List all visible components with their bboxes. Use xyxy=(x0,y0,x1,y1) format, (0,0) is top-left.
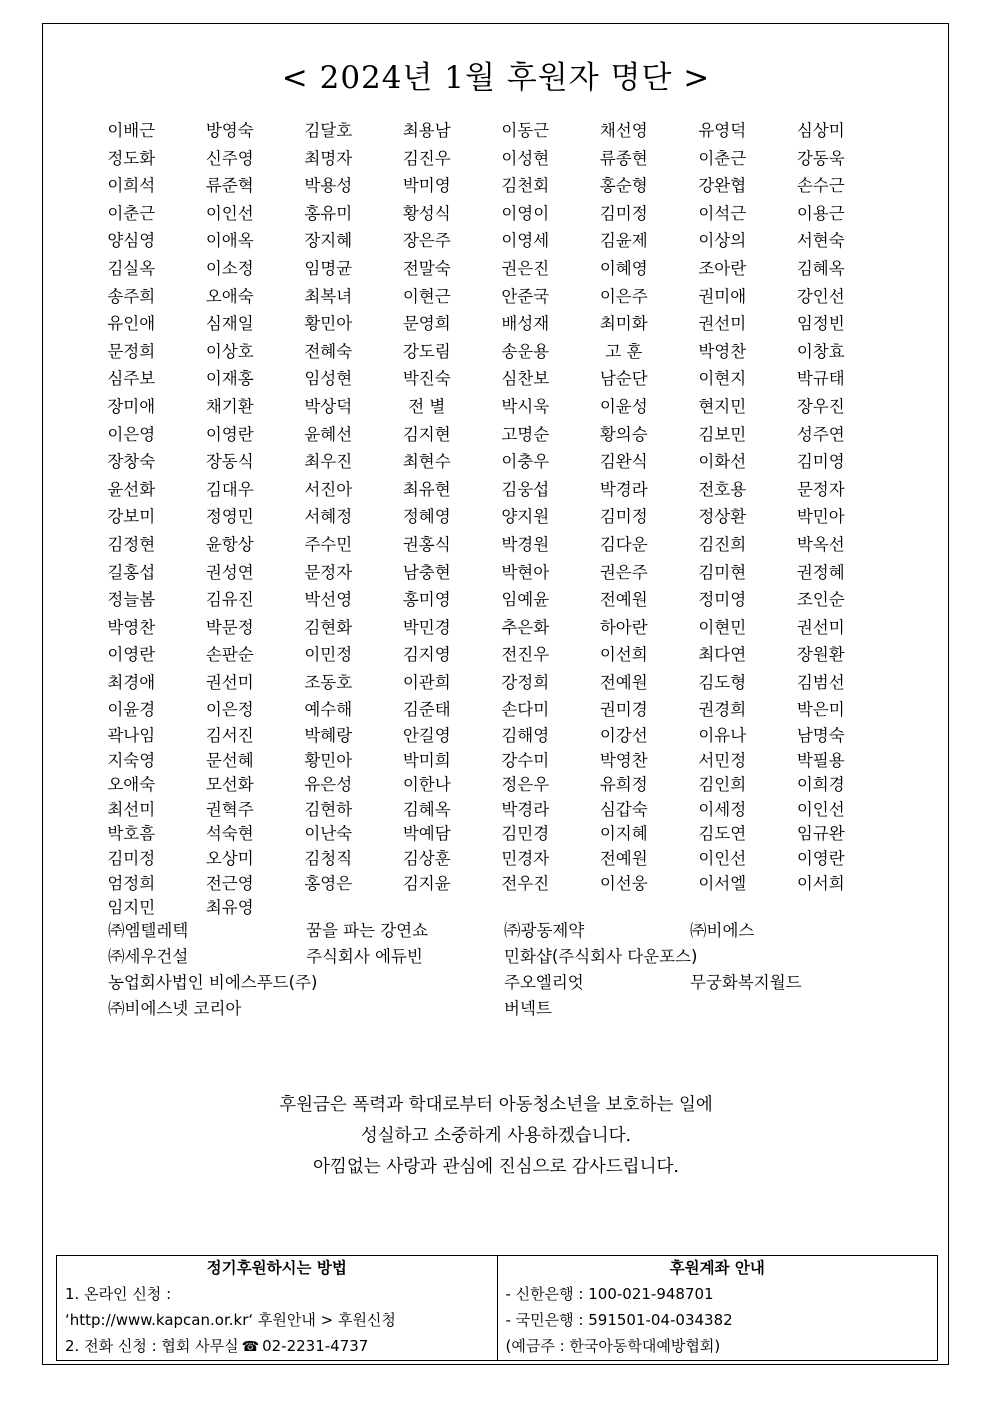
donor-name: 김도연 xyxy=(698,824,747,844)
donor-name: 박용성 xyxy=(304,176,353,196)
donor-name: 정늘봄 xyxy=(107,590,156,610)
closing-line-1: 후원금은 폭력과 학대로부터 아동청소년을 보호하는 일에 xyxy=(279,1095,713,1115)
donor-name: 곽나임 xyxy=(107,726,156,746)
donor-name: 김대우 xyxy=(205,479,254,499)
donor-name: 김실옥 xyxy=(107,258,156,278)
donor-name: 임예윤 xyxy=(501,590,550,610)
donor-name: 문정자 xyxy=(304,562,353,582)
donor-name: 이희경 xyxy=(796,775,845,795)
donor-name: 김민경 xyxy=(501,824,550,844)
donor-name: 이선희 xyxy=(599,645,648,665)
donor-name: 김미영 xyxy=(796,452,845,472)
donor-name: 임규완 xyxy=(796,824,845,844)
regular-donation-heading: 정기후원하시는 방법 xyxy=(206,1259,347,1277)
donor-name: 최선미 xyxy=(107,799,156,819)
donor-name: 권성연 xyxy=(205,562,254,582)
donor-name: 권경희 xyxy=(698,700,747,720)
donor-name-list xyxy=(82,117,922,921)
donor-name: 최미화 xyxy=(599,314,648,334)
donor-name: 박영찬 xyxy=(107,617,156,637)
shinhan-account: - 신한은행 : 100-021-948701 xyxy=(505,1285,714,1303)
donor-name: 박미희 xyxy=(402,750,451,770)
donor-name: 장동식 xyxy=(205,452,254,472)
donor-name: 고명순 xyxy=(501,424,550,444)
donor-name: 민경자 xyxy=(501,849,550,869)
donor-name: 채기환 xyxy=(205,396,254,416)
online-apply-label: 1. 온라인 신청 : xyxy=(65,1285,172,1303)
donor-name: 박은미 xyxy=(796,700,845,720)
donor-name: 이상의 xyxy=(698,231,747,251)
donor-name: 최유영 xyxy=(205,898,254,918)
donor-name: 김미정 xyxy=(599,507,648,527)
donor-name: 정영민 xyxy=(205,507,254,527)
donor-name: 강인선 xyxy=(796,286,845,306)
donor-name: 박미영 xyxy=(402,176,451,196)
donor-name: 윤선화 xyxy=(107,479,156,499)
donor-name: 이춘근 xyxy=(107,203,156,223)
donor-name: 이지혜 xyxy=(599,824,648,844)
donor-name: 김웅섭 xyxy=(501,479,550,499)
donor-name: 이영란 xyxy=(205,424,254,444)
donor-name: 최경애 xyxy=(107,672,156,692)
donor-name: 손다미 xyxy=(501,700,550,720)
donor-name: 남충현 xyxy=(402,562,451,582)
donor-name: 안준국 xyxy=(501,286,550,306)
donor-name: 강동욱 xyxy=(796,148,845,168)
donor-name: 전 별 xyxy=(408,396,446,416)
donor-name: 전호용 xyxy=(698,479,747,499)
donor-name: 이인선 xyxy=(796,799,845,819)
donor-name: 박영찬 xyxy=(599,750,648,770)
donor-name: 김미정 xyxy=(599,203,648,223)
donor-name: 유인애 xyxy=(107,314,156,334)
donor-name: 임성현 xyxy=(304,369,353,389)
donor-name: 손수근 xyxy=(796,176,845,196)
donor-name: 전예원 xyxy=(599,849,648,869)
donor-name: 이영세 xyxy=(501,231,550,251)
donor-name: 권은주 xyxy=(599,562,648,582)
donor-name: 김진우 xyxy=(402,148,451,168)
donor-name: 이강선 xyxy=(599,726,648,746)
donor-name: 이용근 xyxy=(796,203,845,223)
donor-name: 심주보 xyxy=(107,369,156,389)
regular-donation-column xyxy=(57,1256,497,1360)
donor-name: 문정희 xyxy=(107,341,156,361)
donor-name: 이관희 xyxy=(402,672,451,692)
donor-name: 이영이 xyxy=(501,203,550,223)
donor-name: 문정자 xyxy=(796,479,845,499)
company-donor: ㈜비에스 xyxy=(690,921,755,940)
donor-name: 최용남 xyxy=(402,121,451,140)
donation-info-table xyxy=(56,1255,938,1361)
kookmin-account: - 국민은행 : 591501-04-034382 xyxy=(505,1311,733,1329)
donor-name: 권정혜 xyxy=(796,562,845,582)
donor-name: 전근영 xyxy=(205,873,254,893)
donor-name: 석숙현 xyxy=(205,824,254,844)
donor-name: 고 훈 xyxy=(605,341,643,361)
donor-name: 박경라 xyxy=(501,799,550,819)
company-donor: 버넥트 xyxy=(504,999,552,1018)
donor-name: 이소정 xyxy=(205,258,254,278)
donor-name: 권미경 xyxy=(599,700,648,720)
company-donor: ㈜광동제약 xyxy=(504,921,585,940)
donor-name: 문선혜 xyxy=(205,750,254,770)
donor-name: 현지민 xyxy=(698,396,747,416)
donor-name: 전예원 xyxy=(599,590,648,610)
donor-name: 지숙영 xyxy=(107,750,156,770)
donor-name: 김보민 xyxy=(698,424,747,444)
donor-name: 윤항상 xyxy=(205,534,254,554)
donor-name: 권미애 xyxy=(698,286,747,306)
donor-name: 강수미 xyxy=(501,750,550,770)
donor-name: 김혜옥 xyxy=(402,799,451,819)
donor-name: 서민정 xyxy=(698,750,747,770)
donor-name: 윤혜선 xyxy=(304,424,353,444)
donor-name: 김천회 xyxy=(501,176,550,196)
donor-name: 김미현 xyxy=(698,562,747,582)
company-donor: ㈜비에스넷 코리아 xyxy=(108,999,242,1018)
donor-name: 김지영 xyxy=(402,645,451,665)
donor-name: 오애숙 xyxy=(107,775,156,795)
donor-name: 김미정 xyxy=(107,849,156,869)
donor-name: 신주영 xyxy=(205,148,254,168)
donor-name: 조아란 xyxy=(698,258,747,278)
donor-name: 박경원 xyxy=(501,534,550,554)
donor-name: 양심영 xyxy=(107,231,156,251)
donor-name: 김현화 xyxy=(304,617,353,637)
donor-name: 오애숙 xyxy=(205,286,254,306)
donor-name: 김해영 xyxy=(501,726,550,746)
donor-name: 최유현 xyxy=(402,479,451,499)
donor-name: 권선미 xyxy=(796,617,845,637)
donor-name: 유희정 xyxy=(599,775,648,795)
donor-name: 안길영 xyxy=(402,726,451,746)
donor-name: 최현수 xyxy=(402,452,451,472)
donor-name: 황민아 xyxy=(304,750,353,770)
donor-name: 김서진 xyxy=(205,726,254,746)
donor-name: 강보미 xyxy=(107,507,156,527)
donor-name: 이화선 xyxy=(698,452,747,472)
company-empty-cell xyxy=(306,996,504,1022)
donor-name: 손판순 xyxy=(205,645,254,665)
donor-name: 강완협 xyxy=(698,176,747,196)
donation-account-column xyxy=(497,1256,938,1360)
donor-name: 박필용 xyxy=(796,750,845,770)
donor-name: 장창숙 xyxy=(107,452,156,472)
donor-name: 심찬보 xyxy=(501,369,550,389)
donor-name: 성주연 xyxy=(796,424,845,444)
donor-name: 이충우 xyxy=(501,452,550,472)
donor-name: 이인선 xyxy=(205,203,254,223)
donor-name: 박경라 xyxy=(599,479,648,499)
donor-name: 홍순형 xyxy=(599,176,648,196)
donor-name: 황성식 xyxy=(402,203,451,223)
company-donor: 무궁화복지월드 xyxy=(690,973,802,992)
donor-name: 장미애 xyxy=(107,396,156,416)
donor-name: 이동근 xyxy=(501,121,550,140)
donor-name: 류종현 xyxy=(599,148,648,168)
donor-name: 이세정 xyxy=(698,799,747,819)
donor-name: 전혜숙 xyxy=(304,341,353,361)
donor-name: 이윤성 xyxy=(599,396,648,416)
donor-name: 이인선 xyxy=(698,849,747,869)
donor-name: 정은우 xyxy=(501,775,550,795)
donor-name: 문영희 xyxy=(402,314,451,334)
donor-name: 김현하 xyxy=(304,799,353,819)
donor-name: 길홍섭 xyxy=(107,562,156,582)
donor-name: 이은주 xyxy=(599,286,648,306)
donor-name: 최복녀 xyxy=(304,286,353,306)
donor-name: 오상미 xyxy=(205,849,254,869)
donor-name: 전예원 xyxy=(599,672,648,692)
donation-account-heading: 후원계좌 안내 xyxy=(669,1259,765,1277)
donor-name: 홍유미 xyxy=(304,203,353,223)
donor-name: 권은진 xyxy=(501,258,550,278)
company-empty-cell xyxy=(690,944,888,970)
donor-name: 장원환 xyxy=(796,645,845,665)
closing-message xyxy=(0,1090,992,1183)
donor-name: 채선영 xyxy=(599,121,648,140)
donor-name: 이현지 xyxy=(698,369,747,389)
donor-name: 최다연 xyxy=(698,645,747,665)
donor-name: 김도형 xyxy=(698,672,747,692)
donor-name: 전우진 xyxy=(501,873,550,893)
donor-name: 전말숙 xyxy=(402,258,451,278)
donor-name: 박민아 xyxy=(796,507,845,527)
donor-name: 김혜옥 xyxy=(796,258,845,278)
donor-name: 정도화 xyxy=(107,148,156,168)
donor-name: 모선화 xyxy=(205,775,254,795)
donor-name: 김상훈 xyxy=(402,849,451,869)
online-apply-url[interactable]: ‘http://www.kapcan.or.kr‘ 후원안내 > 후원신청 xyxy=(65,1311,396,1329)
company-donor: 주오엘리엇 xyxy=(504,973,584,992)
donor-name: 심재일 xyxy=(205,314,254,334)
donor-name: 이서엘 xyxy=(698,873,747,893)
company-donor: 민화샵(주식회사 다운포스) xyxy=(504,947,698,966)
closing-line-2: 성실하고 소중하게 사용하겠습니다. xyxy=(360,1126,632,1146)
donor-name: 권혁주 xyxy=(205,799,254,819)
donor-name: 이상호 xyxy=(205,341,254,361)
company-donor: 주식회사 에듀빈 xyxy=(306,947,423,966)
donor-name: 황의승 xyxy=(599,424,648,444)
donor-name: 장지혜 xyxy=(304,231,353,251)
donor-name: 엄정희 xyxy=(107,873,156,893)
donor-name: 이희석 xyxy=(107,176,156,196)
donor-name: 추은화 xyxy=(501,617,550,637)
donor-name: 권홍식 xyxy=(402,534,451,554)
donor-name: 정혜영 xyxy=(402,507,451,527)
donor-name: 심상미 xyxy=(796,121,845,140)
donor-name: 강정희 xyxy=(501,672,550,692)
donor-name: 박영찬 xyxy=(698,341,747,361)
donor-name: 김진희 xyxy=(698,534,747,554)
donor-name: 남순단 xyxy=(599,369,648,389)
company-donor: ㈜세우건설 xyxy=(108,947,189,966)
donor-name: 이민정 xyxy=(304,645,353,665)
donor-name: 송운용 xyxy=(501,341,550,361)
donor-name: 장은주 xyxy=(402,231,451,251)
donor-name: 김범선 xyxy=(796,672,845,692)
donor-name: 이영란 xyxy=(107,645,156,665)
donor-name: 김준태 xyxy=(402,700,451,720)
phone-apply-line xyxy=(65,1333,489,1359)
phone-icon: ☎ xyxy=(241,1339,260,1355)
donor-name: 이서희 xyxy=(796,873,845,893)
donor-name: 박옥선 xyxy=(796,534,845,554)
donor-name: 심갑숙 xyxy=(599,799,648,819)
donor-name: 장우진 xyxy=(796,396,845,416)
donor-name: 박시욱 xyxy=(501,396,550,416)
donor-name: 이윤경 xyxy=(107,700,156,720)
donor-name: 전진우 xyxy=(501,645,550,665)
donor-name: 이선웅 xyxy=(599,873,648,893)
donor-name: 하아란 xyxy=(599,617,648,637)
donor-name: 박현아 xyxy=(501,562,550,582)
donor-name: 박진숙 xyxy=(402,369,451,389)
page-title: < 2024년 1월 후원자 명단 > xyxy=(281,60,711,96)
donor-name: 이애옥 xyxy=(205,231,254,251)
donor-name: 김완식 xyxy=(599,452,648,472)
donor-name: 박민경 xyxy=(402,617,451,637)
donor-name: 이혜영 xyxy=(599,258,648,278)
phone-apply-label: 2. 전화 신청 : 협회 사무실 xyxy=(65,1337,239,1355)
company-donor-list xyxy=(108,918,888,1022)
donor-name: 류준혁 xyxy=(205,176,254,196)
donor-name: 박문정 xyxy=(205,617,254,637)
donor-name: 최명자 xyxy=(304,148,353,168)
company-donor: ㈜엠텔레텍 xyxy=(108,921,189,940)
donor-name: 서진아 xyxy=(304,479,353,499)
donor-name: 정미영 xyxy=(698,590,747,610)
donor-name: 김윤제 xyxy=(599,231,648,251)
donor-name: 박호흠 xyxy=(107,824,156,844)
donor-name: 유은성 xyxy=(304,775,353,795)
phone-number[interactable]: 02-2231-4737 xyxy=(262,1337,369,1355)
donor-name: 송주희 xyxy=(107,286,156,306)
donor-name: 주수민 xyxy=(304,534,353,554)
donor-name: 이유나 xyxy=(698,726,747,746)
donor-name: 김다운 xyxy=(599,534,648,554)
donor-name: 유영덕 xyxy=(698,121,747,140)
donor-name: 홍영은 xyxy=(304,873,353,893)
donor-name: 최우진 xyxy=(304,452,353,472)
donor-name: 이은영 xyxy=(107,424,156,444)
donor-name: 박규태 xyxy=(796,369,845,389)
donor-name: 박선영 xyxy=(304,590,353,610)
donor-name: 조동호 xyxy=(304,672,353,692)
donor-name: 권선미 xyxy=(698,314,747,334)
donor-name: 강도림 xyxy=(402,341,451,361)
donor-name: 남명숙 xyxy=(796,726,845,746)
donor-name: 황민아 xyxy=(304,314,353,334)
donor-name: 이배근 xyxy=(107,121,156,140)
company-empty-cell xyxy=(690,996,888,1022)
donor-name: 이현근 xyxy=(402,286,451,306)
donor-name: 박상덕 xyxy=(304,396,353,416)
donor-name: 이석근 xyxy=(698,203,747,223)
donor-name: 이창효 xyxy=(796,341,845,361)
donor-name: 이재홍 xyxy=(205,369,254,389)
donor-name: 홍미영 xyxy=(402,590,451,610)
donor-name: 김정현 xyxy=(107,534,156,554)
donor-name: 김인희 xyxy=(698,775,747,795)
donor-name: 이현민 xyxy=(698,617,747,637)
donor-name: 김지현 xyxy=(402,424,451,444)
donor-name: 이영란 xyxy=(796,849,845,869)
donor-name: 양지원 xyxy=(501,507,550,527)
donor-name: 김유진 xyxy=(205,590,254,610)
closing-line-3: 아낌없는 사랑과 관심에 진심으로 감사드립니다. xyxy=(313,1157,679,1177)
donor-name: 서혜정 xyxy=(304,507,353,527)
account-holder: (예금주 : 한국아동학대예방협회) xyxy=(505,1337,721,1355)
donor-name: 박혜랑 xyxy=(304,726,353,746)
donor-name: 임지민 xyxy=(107,898,156,918)
donor-name: 임정빈 xyxy=(796,314,845,334)
donor-name: 예수해 xyxy=(304,700,353,720)
donor-name: 이은정 xyxy=(205,700,254,720)
company-donor: 농업회사법인 비에스푸드(주) xyxy=(108,973,318,992)
donor-name: 김지윤 xyxy=(402,873,451,893)
donor-name: 이난숙 xyxy=(304,824,353,844)
donor-name: 정상환 xyxy=(698,507,747,527)
company-donor: 꿈을 파는 강연쇼 xyxy=(306,921,429,940)
donor-name: 이춘근 xyxy=(698,148,747,168)
donor-name: 조인순 xyxy=(796,590,845,610)
donor-name: 이성현 xyxy=(501,148,550,168)
donor-name: 김청직 xyxy=(304,849,353,869)
donor-name: 임명균 xyxy=(304,258,353,278)
donor-name: 박예담 xyxy=(402,824,451,844)
donor-name: 배성재 xyxy=(501,314,550,334)
donor-name: 김달호 xyxy=(304,121,353,140)
donor-name: 서현숙 xyxy=(796,231,845,251)
donor-name: 이한나 xyxy=(402,775,451,795)
donor-name: 방영숙 xyxy=(205,121,254,140)
donor-name: 권선미 xyxy=(205,672,254,692)
